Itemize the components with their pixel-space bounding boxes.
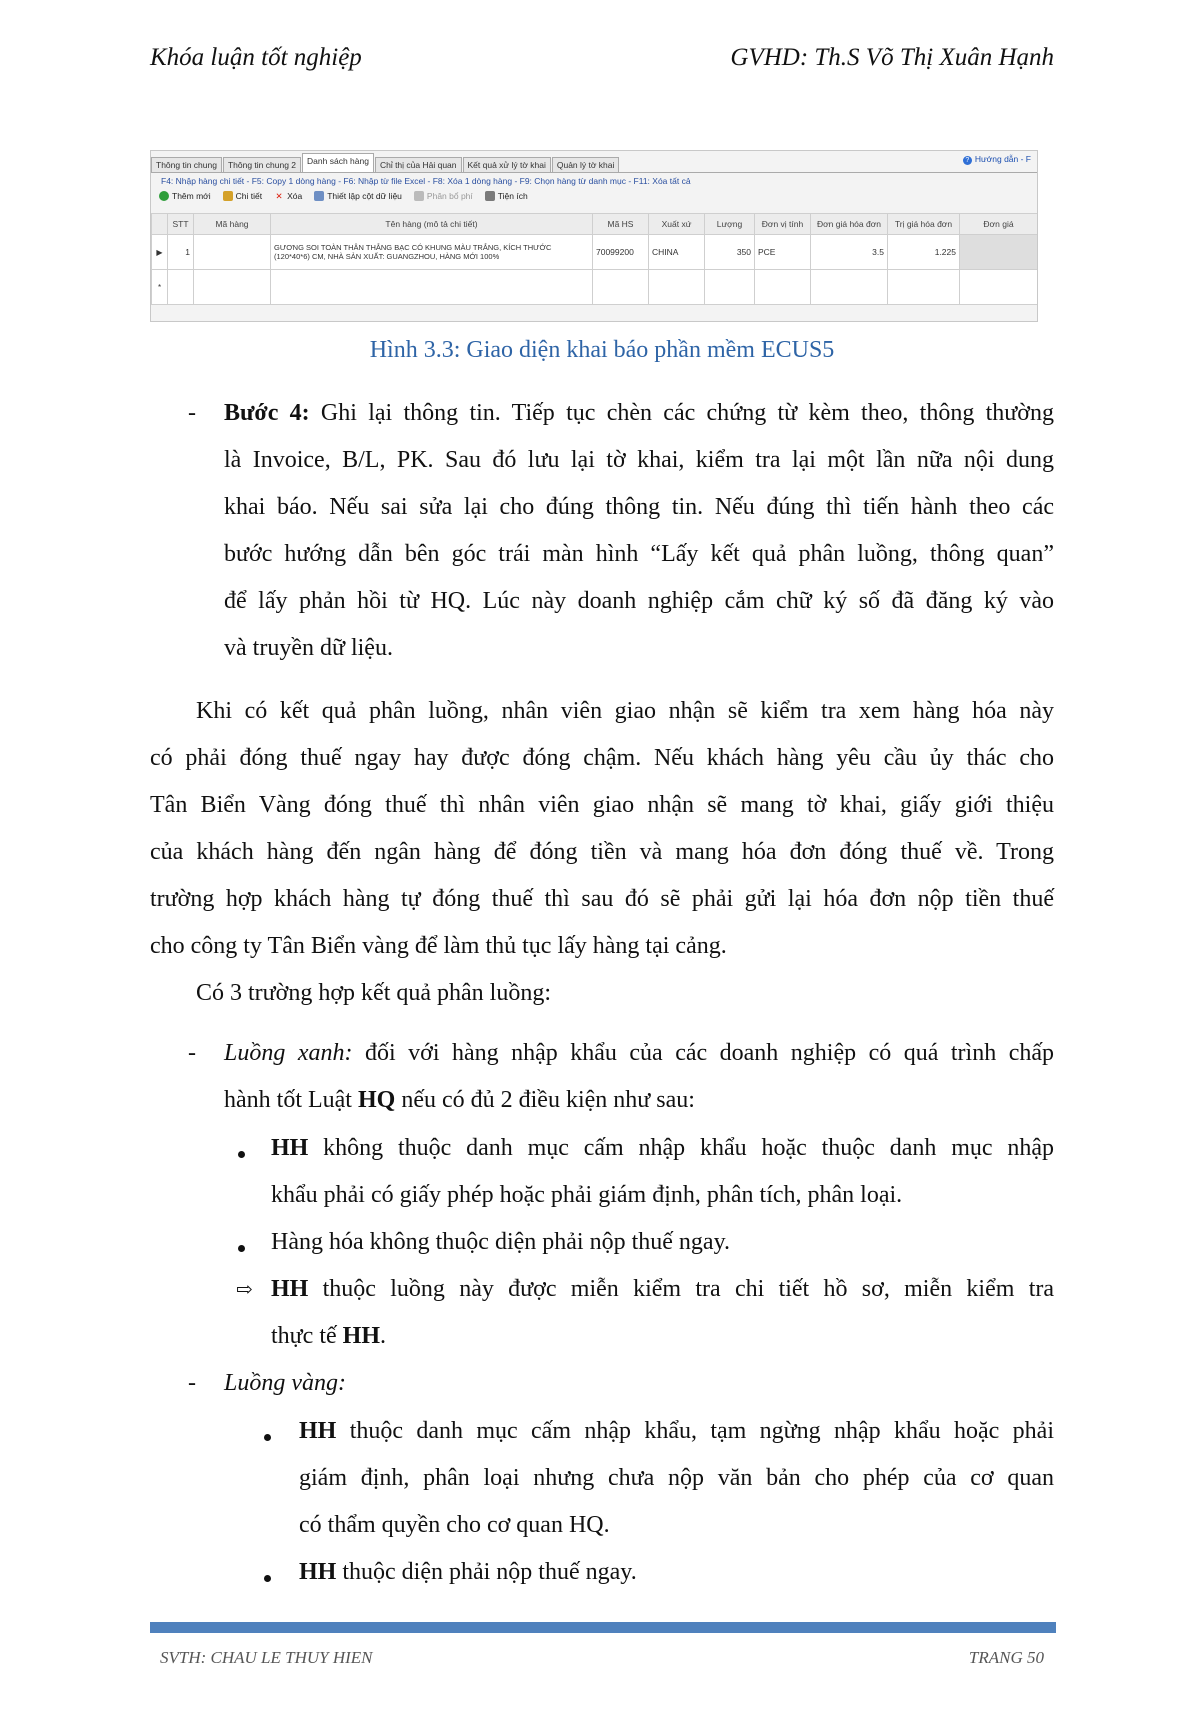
new-cell[interactable] xyxy=(705,270,755,305)
para1-line-1: Khi có kết quả phân luồng, nhân viên giao nhận sẽ kiểm tra xem hàng hóa này xyxy=(196,698,1054,724)
new-row-icon: * xyxy=(152,270,168,305)
green-arrow-text: thực tế xyxy=(271,1323,343,1349)
footer-page-number: TRANG 50 xyxy=(968,1648,1044,1667)
shortcut-hints: F4: Nhập hàng chi tiết - F5: Copy 1 dòng hàng - F6: Nhập từ file Excel - F8: Xóa 1 dòng hàng - F9: Chọn hàng từ danh mục - F11: Xóa tất cả xyxy=(161,176,691,186)
delete-label: Xóa xyxy=(287,191,303,201)
green-b1-text: không thuộc danh mục cấm nhập khẩu hoặc thuộc danh mục nhập xyxy=(308,1135,1054,1161)
utility-icon xyxy=(485,191,495,201)
detail-button[interactable] xyxy=(223,191,262,201)
step4-text: Ghi lại thông tin. Tiếp tục chèn các chứng từ kèm theo, thông thường xyxy=(309,400,1054,426)
tab-general-2[interactable]: Thông tin chung 2 xyxy=(223,157,301,172)
tab-declaration-management[interactable]: Quản lý tờ khai xyxy=(552,157,620,172)
footer-left: SVTH: CHAU LE THUY HIEN xyxy=(160,1648,373,1667)
yellow-b2-text: thuộc diện phải nộp thuế ngay. xyxy=(336,1559,637,1585)
dash-marker: - xyxy=(188,1040,196,1066)
para1-line-2: có phải đóng thuế ngay hay được đóng chậm. Nếu khách hàng yêu cầu ủy thác cho xyxy=(150,745,1054,771)
new-row[interactable] xyxy=(152,270,1038,305)
col-name[interactable]: Tên hàng (mô tả chi tiết) xyxy=(271,214,593,235)
step4-line-6: và truyền dữ liệu. xyxy=(224,635,393,661)
green-line-2 xyxy=(224,1087,695,1114)
cell-unit[interactable]: PCE xyxy=(755,235,811,270)
col-code[interactable]: Mã hàng xyxy=(194,214,271,235)
config-icon xyxy=(314,191,324,201)
col-hs[interactable]: Mã HS xyxy=(593,214,649,235)
new-cell[interactable] xyxy=(755,270,811,305)
col-value[interactable]: Trị giá hóa đơn xyxy=(888,214,960,235)
cell-price-extra[interactable] xyxy=(960,235,1038,270)
yellow-label: Luồng vàng: xyxy=(224,1370,346,1396)
row-selector-header xyxy=(152,214,168,235)
col-unit-price[interactable]: Đơn giá hóa đơn xyxy=(811,214,888,235)
cell-unit-price[interactable]: 3.5 xyxy=(811,235,888,270)
header-left: Khóa luận tốt nghiệp xyxy=(150,44,362,71)
allocate-icon xyxy=(414,191,424,201)
bullet-icon xyxy=(238,1245,245,1252)
tab-customs-instructions[interactable]: Chỉ thị của Hải quan xyxy=(375,157,462,172)
new-cell[interactable] xyxy=(168,270,194,305)
row-pointer-icon: ▶ xyxy=(152,235,168,270)
step4-label: Bước 4: xyxy=(224,400,310,426)
ecus-tab-bar xyxy=(151,157,1037,173)
yellow-b1-text: thuộc danh mục cấm nhập khẩu, tạm ngừng nhập khẩu hoặc phải xyxy=(336,1418,1054,1444)
step4-line-1 xyxy=(224,400,1054,427)
green-arrow-text: . xyxy=(380,1323,386,1349)
green-label: Luồng xanh: xyxy=(224,1040,353,1066)
col-stt[interactable]: STT xyxy=(168,214,194,235)
green-arrow-strong: HH xyxy=(271,1276,309,1302)
figure-caption: Hình 3.3: Giao diện khai báo phần mềm ECUS5 xyxy=(369,337,835,363)
green-text: đối với hàng nhập khẩu của các doanh nghiệp có quá trình chấp xyxy=(352,1040,1054,1066)
col-origin[interactable]: Xuất xứ xyxy=(649,214,705,235)
ecus-screenshot xyxy=(150,150,1038,322)
para1-line-3: Tân Biển Vàng đóng thuế thì nhân viên giao nhận sẽ mang tờ khai, giấy giới thiệu xyxy=(150,792,1054,818)
cell-origin[interactable]: CHINA xyxy=(649,235,705,270)
tab-general[interactable]: Thông tin chung xyxy=(151,157,222,172)
new-cell[interactable] xyxy=(271,270,593,305)
delete-icon: ✕ xyxy=(275,191,283,201)
green-line-1 xyxy=(224,1040,1054,1067)
new-cell[interactable] xyxy=(888,270,960,305)
cell-hs[interactable]: 70099200 xyxy=(593,235,649,270)
dash-marker: - xyxy=(188,400,196,426)
goods-grid xyxy=(151,213,1038,305)
cell-stt[interactable]: 1 xyxy=(168,235,194,270)
arrow-right-icon: ⇨ xyxy=(236,1279,253,1301)
bullet-icon xyxy=(264,1434,271,1441)
green-arrow-strong: HH xyxy=(342,1323,380,1349)
bullet-icon xyxy=(238,1151,245,1158)
tab-processing-result[interactable]: Kết quả xử lý tờ khai xyxy=(463,157,551,172)
yellow-bullet-1-line-1 xyxy=(299,1418,1054,1445)
green-text: nếu có đủ 2 điều kiện như sau: xyxy=(395,1087,695,1113)
yellow-bullet-1-line-2: giám định, phân loại nhưng chưa nộp văn bản cho phép của cơ quan xyxy=(299,1465,1054,1491)
yellow-heading xyxy=(224,1370,346,1397)
step4-line-2: là Invoice, B/L, PK. Sau đó lưu lại tờ khai, kiểm tra lại một lần nữa nội dung xyxy=(224,447,1054,473)
help-link[interactable] xyxy=(963,154,1031,165)
header-right: GVHD: Th.S Võ Thị Xuân Hạnh xyxy=(730,44,1054,71)
new-cell[interactable] xyxy=(811,270,888,305)
cell-value[interactable]: 1.225 xyxy=(888,235,960,270)
new-cell[interactable] xyxy=(960,270,1038,305)
cell-code[interactable] xyxy=(194,235,271,270)
delete-button[interactable] xyxy=(274,191,302,201)
green-bullet-1-line-2: khẩu phải có giấy phép hoặc phải giám định, phân tích, phân loại. xyxy=(271,1182,903,1208)
green-text: hành tốt Luật xyxy=(224,1087,358,1113)
step4-line-5: để lấy phản hồi từ HQ. Lúc này doanh nghiệp cắm chữ ký số đã đăng ký vào xyxy=(224,588,1054,614)
footer-divider xyxy=(150,1622,1056,1633)
dash-marker: - xyxy=(188,1370,196,1396)
tab-goods-list[interactable]: Danh sách hàng xyxy=(302,153,374,172)
add-button[interactable] xyxy=(159,191,211,201)
allocate-fee-button[interactable] xyxy=(414,191,473,201)
utility-button[interactable] xyxy=(485,191,528,201)
col-qty[interactable]: Lượng xyxy=(705,214,755,235)
cell-name[interactable]: GƯƠNG SOI TOÀN THÂN THẲNG BẠC CÓ KHUNG MÀU TRẮNG, KÍCH THƯỚC (120*40*6) CM, NHÀ SẢN XUẤT: GUANGZHOU, HÀNG MỚI 100% xyxy=(271,235,593,270)
add-icon xyxy=(159,191,169,201)
config-columns-button[interactable] xyxy=(314,191,402,201)
green-arrow-text: thuộc luồng này được miễn kiểm tra chi tiết hồ sơ, miễn kiểm tra xyxy=(308,1276,1054,1302)
green-bullet-1-line-1 xyxy=(271,1135,1054,1162)
green-b1-strong: HH xyxy=(271,1135,309,1161)
green-arrow-line-1 xyxy=(271,1276,1054,1303)
detail-icon xyxy=(223,191,233,201)
green-strong: HQ xyxy=(357,1087,396,1113)
table-row[interactable] xyxy=(152,235,1038,270)
cell-qty[interactable]: 350 xyxy=(705,235,755,270)
step4-line-4: bước hướng dẫn bên góc trái màn hình “Lấy kết quả phân luồng, thông quan” xyxy=(224,541,1054,567)
new-cell[interactable] xyxy=(194,270,271,305)
yellow-bullet-1-line-3: có thẩm quyền cho cơ quan HQ. xyxy=(299,1512,610,1538)
yellow-bullet-2 xyxy=(299,1559,637,1586)
new-cell[interactable] xyxy=(593,270,649,305)
help-label: Hướng dẫn - F xyxy=(974,154,1031,164)
bullet-icon xyxy=(264,1575,271,1582)
page-footer xyxy=(160,1648,1044,1668)
new-cell[interactable] xyxy=(649,270,705,305)
para1-line-5: trường hợp khách hàng tự đóng thuế thì sau đó sẽ phải gửi lại hóa đơn nộp tiền thuế xyxy=(150,886,1054,912)
allocate-label: Phân bổ phí xyxy=(426,191,473,201)
add-label: Thêm mới xyxy=(172,191,211,201)
para1-line-6: cho công ty Tân Biển vàng để làm thủ tục lấy hàng tại cảng. xyxy=(150,933,727,959)
green-bullet-2: Hàng hóa không thuộc diện phải nộp thuế ngay. xyxy=(271,1229,731,1255)
config-label: Thiết lập cột dữ liệu xyxy=(327,191,402,201)
yellow-b2-strong: HH xyxy=(299,1559,337,1585)
para2: Có 3 trường hợp kết quả phân luồng: xyxy=(196,980,552,1006)
para1-line-4: của khách hàng đến ngân hàng để đóng tiền và mang hóa đơn đóng thuế về. Trong xyxy=(150,839,1054,865)
utility-label: Tiện ích xyxy=(497,191,528,201)
col-price-extra[interactable]: Đơn giá xyxy=(960,214,1038,235)
col-unit[interactable]: Đơn vị tính xyxy=(755,214,811,235)
green-arrow-line-2 xyxy=(271,1323,386,1350)
help-icon: ? xyxy=(963,156,972,165)
yellow-b1-strong: HH xyxy=(299,1418,337,1444)
grid-header-row xyxy=(152,214,1038,235)
step4-line-3: khai báo. Nếu sai sửa lại cho đúng thông tin. Nếu đúng thì tiến hành theo các xyxy=(224,494,1054,520)
detail-label: Chi tiết xyxy=(235,191,263,201)
ecus-toolbar xyxy=(159,191,528,201)
page-header xyxy=(150,44,1054,72)
